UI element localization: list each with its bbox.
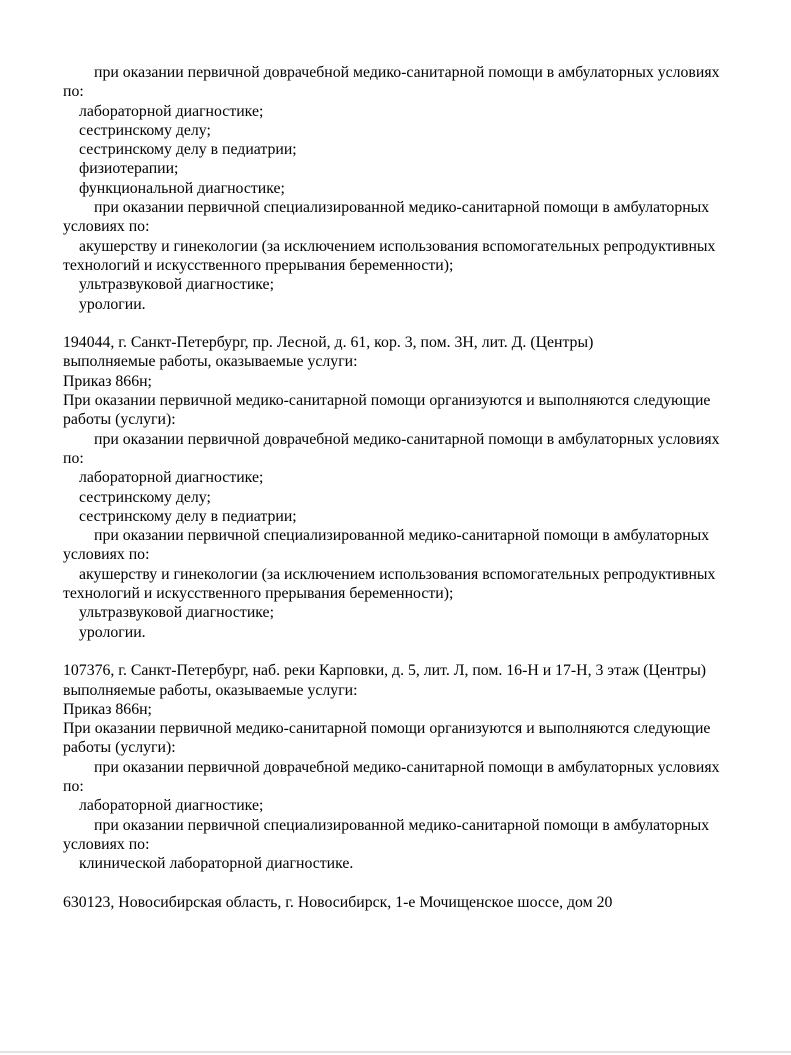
document-line: сестринскому делу; [79,121,211,139]
document-block-license-address-karpovka [63,661,748,873]
document-line: При оказании первичной медико-санитарной помощи организуются и выполняются следующие [63,392,711,410]
document-line: при оказании первичной доврачебной медико-санитарной помощи в амбулаторных условиях [94,758,720,776]
document-line: 107376, г. Санкт-Петербург, наб. реки Карповки, д. 5, лит. Л, пом. 16-Н и 17-Н, 3 этаж (Центры) [63,662,707,680]
document-line: сестринскому делу в педиатрии; [79,507,297,525]
document-line: лабораторной диагностике; [79,102,264,120]
document-line: при оказании первичной доврачебной медико-санитарной помощи в амбулаторных условиях [94,430,720,448]
document-line: по: [63,83,84,101]
document-line: условиях по: [63,546,150,564]
document-line: по: [63,777,84,795]
document-line: Приказ 866н; [63,700,152,718]
document-line: выполняемые работы, оказываемые услуги: [63,353,358,371]
bottom-divider [0,1051,791,1053]
document-block-license-address-lesnoy [63,333,748,642]
document-line: условиях по: [63,835,150,853]
document-line: акушерству и гинекологии (за исключением использования вспомогательных репродуктивных [79,565,716,583]
document-line: при оказании первичной доврачебной медико-санитарной помощи в амбулаторных условиях [94,64,720,81]
document-block-license-address-novosibirsk [63,893,748,912]
document-line: Приказ 866н; [63,372,152,390]
document-line: 630123, Новосибирская область, г. Новосибирск, 1-е Мочищенское шоссе, дом 20 [63,893,613,911]
document-line: урологии. [79,623,146,641]
document-line: функциональной диагностике; [79,179,285,197]
license-document-text [63,63,748,912]
document-line: акушерству и гинекологии (за исключением использования вспомогательных репродуктивных [79,237,716,255]
document-line: ультразвуковой диагностике; [79,276,274,294]
document-block-license-works-continuation [63,63,748,314]
document-line: по: [63,449,84,467]
document-line: выполняемые работы, оказываемые услуги: [63,681,358,699]
document-line: При оказании первичной медико-санитарной помощи организуются и выполняются следующие [63,720,711,738]
document-line: физиотерапии; [79,160,179,178]
document-line: работы (услуги): [63,411,176,429]
document-line: при оказании первичной специализированной медико-санитарной помощи в амбулаторных [94,199,710,217]
document-line: лабораторной диагностике; [79,797,264,815]
document-line: лабораторной диагностике; [79,469,264,487]
document-line: сестринскому делу; [79,488,211,506]
document-line: технологий и искусственного прерывания беременности); [63,585,454,603]
document-line: урологии. [79,295,146,313]
document-line: условиях по: [63,218,150,236]
document-line: 194044, г. Санкт-Петербург, пр. Лесной, д. 61, кор. 3, пом. 3Н, лит. Д. (Центры) [63,334,594,352]
document-line: работы (услуги): [63,739,176,757]
document-line: при оказании первичной специализированной медико-санитарной помощи в амбулаторных [94,816,710,834]
document-line: сестринскому делу в педиатрии; [79,141,297,159]
document-line: при оказании первичной специализированной медико-санитарной помощи в амбулаторных [94,527,710,545]
document-line: технологий и искусственного прерывания беременности); [63,256,454,274]
document-line: ультразвуковой диагностике; [79,604,274,622]
document-line: клинической лабораторной диагностике. [79,855,354,873]
